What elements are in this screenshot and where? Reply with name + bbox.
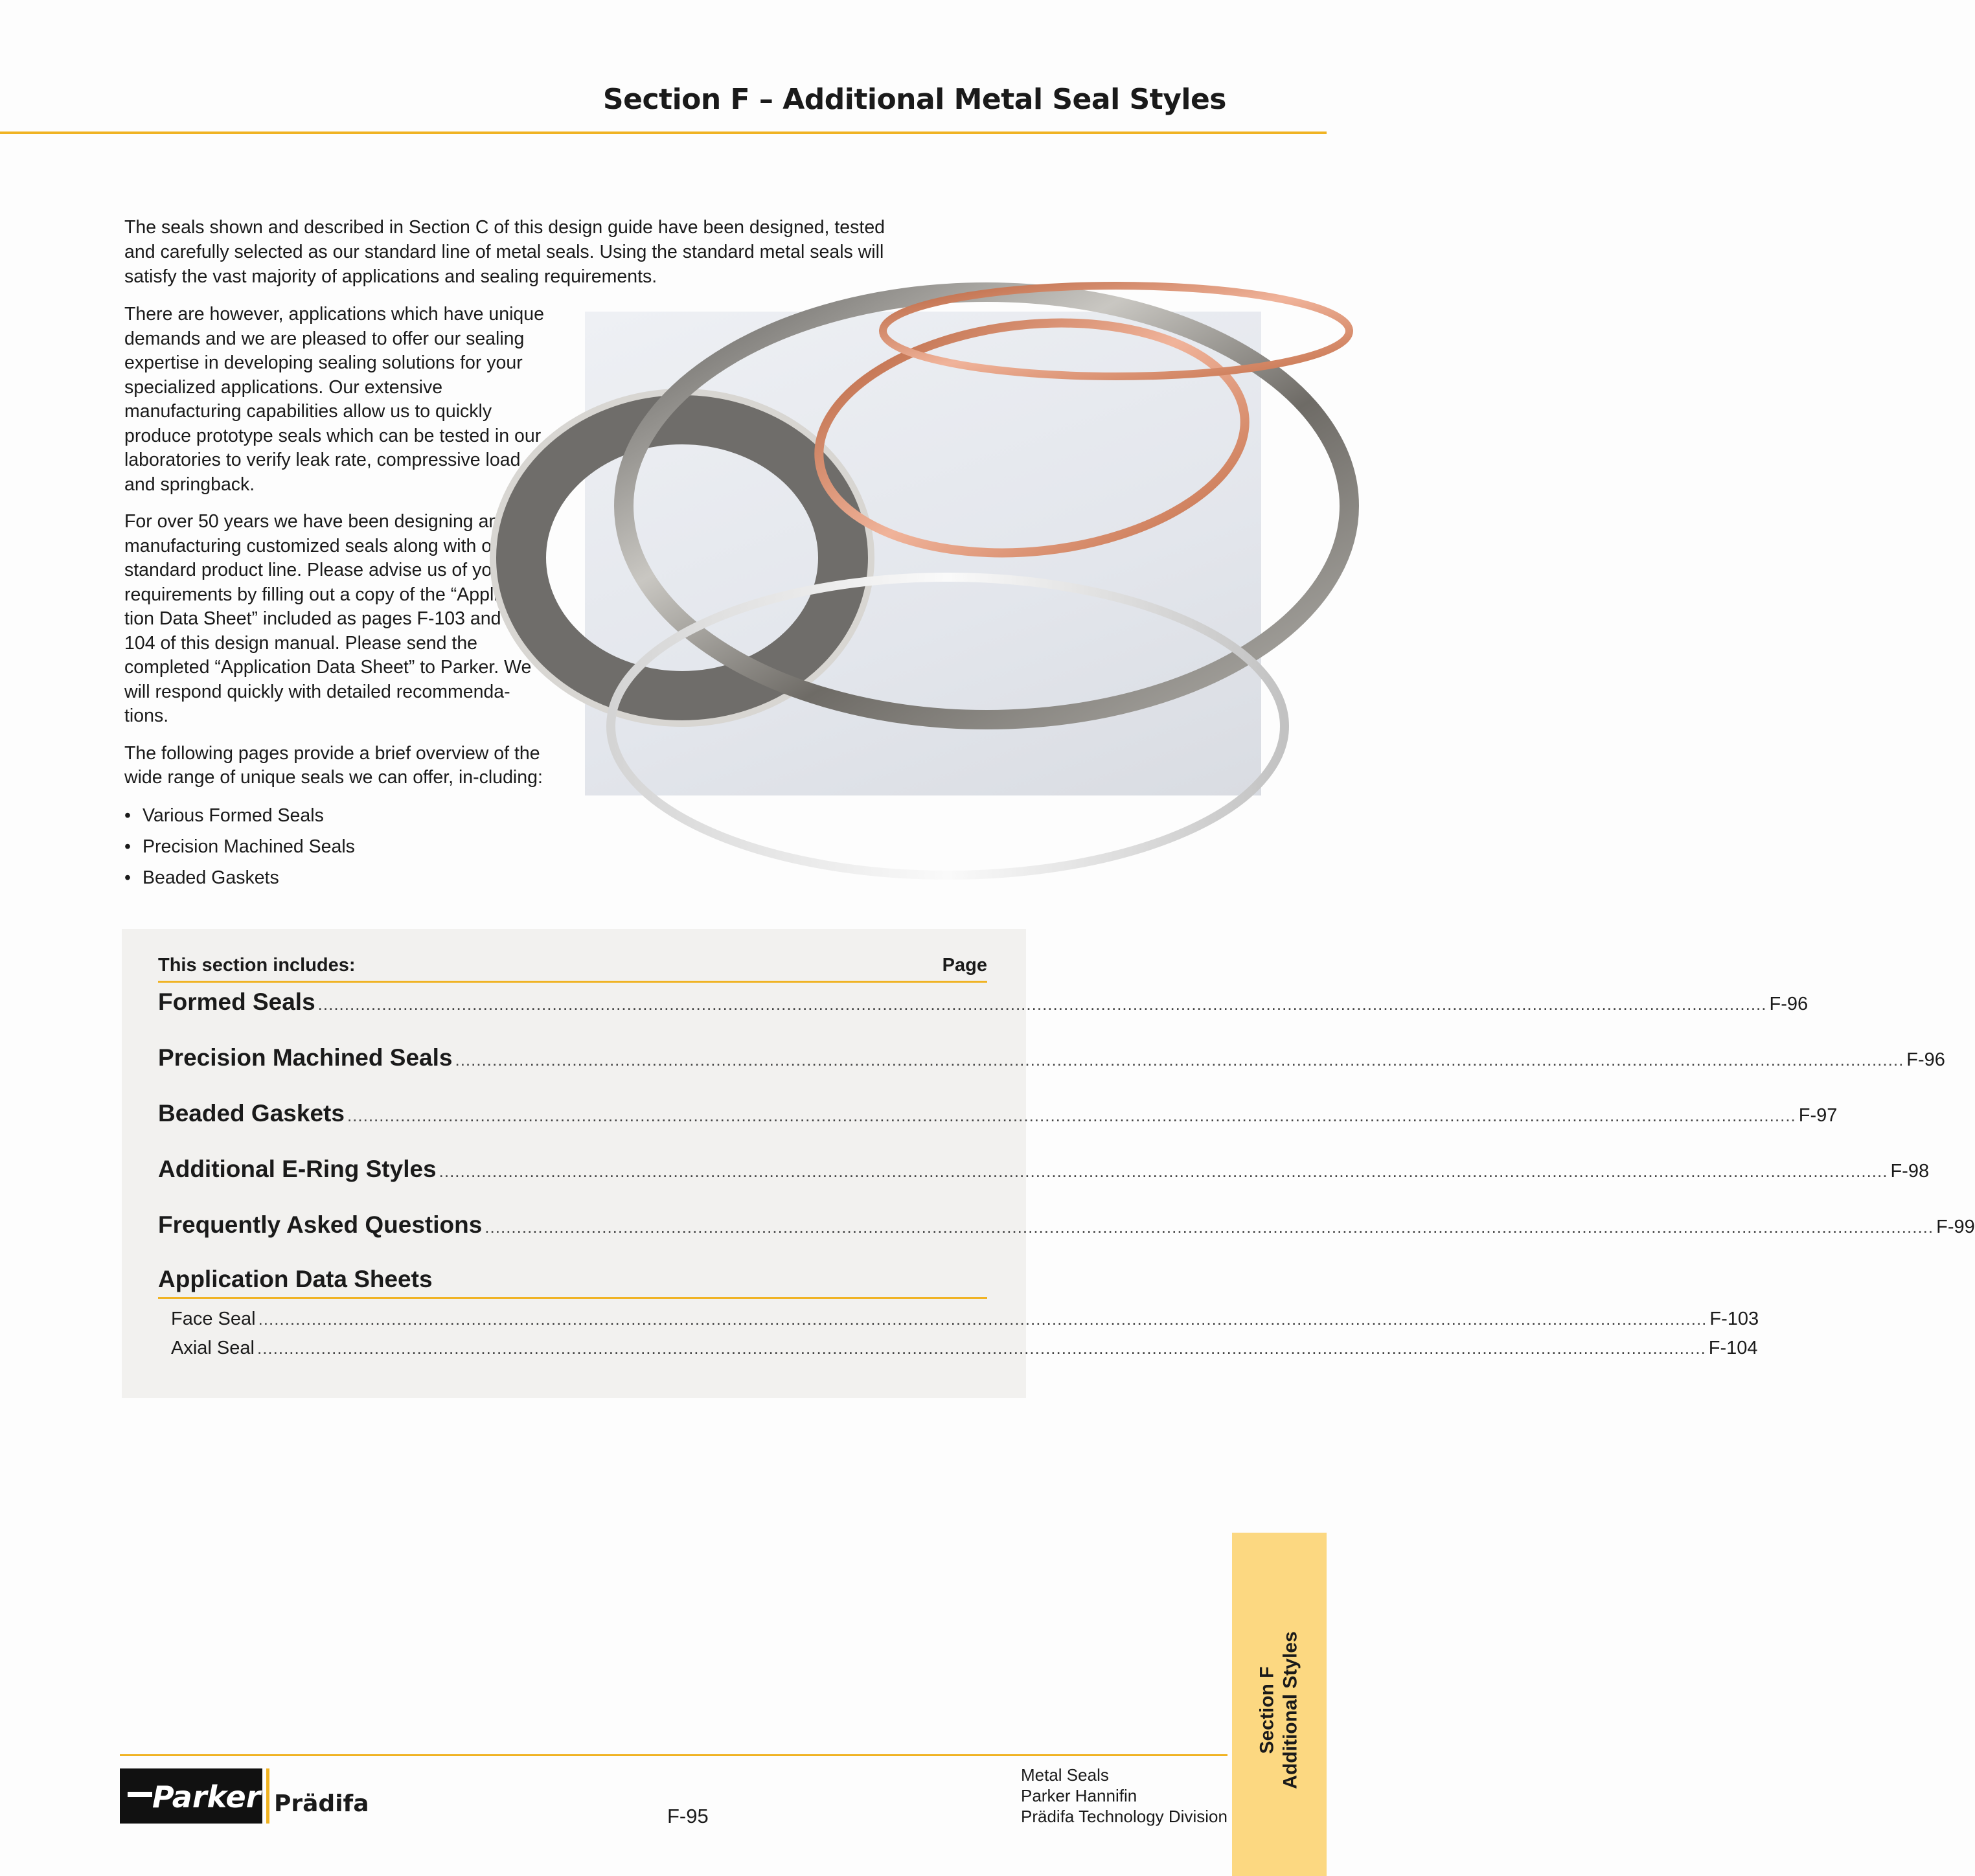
toc-header [158,955,987,983]
body-paragraph-2: For over 50 years we have been designing and manufacturing customized seals along with our standard product line. Please advise us of your requirements by filling out a copy of the “Applica-tion Data Sheet” included as pages F-103 and F-104 of this design manual. Please send the completed “Application Data Sheet” to Parker. We will respond quickly with detailed recommenda-tions. [124,511,532,726]
svg-text:Parker: Parker [152,1779,261,1814]
toc-entry[interactable]: Formed Seals ..... F-96 [158,989,981,1021]
toc-heading: This section includes: [158,955,356,976]
application-data-sheets-heading: Application Data Sheets [158,1266,987,1299]
header-rule [0,132,1327,134]
page-number: F-95 [667,1805,709,1827]
section-contents-box [122,929,1975,1398]
footer-info [1021,1765,1227,1827]
intro-paragraph: The seals shown and described in Section C of this design guide have been designed, tested and carefully selected as our standard line of metal seals. Using the standard metal seals will satisfy the vast majority of applications and sealing requirements. [124,217,885,287]
svg-text:Prädifa: Prädifa [274,1790,369,1817]
toc-sub-entry[interactable]: Face Seal ..... F-103 [171,1309,981,1334]
bullet-icon: • [124,867,131,888]
dot-leader [257,1338,1706,1358]
body-paragraph-3: The following pages provide a brief overview of the wide range of unique seals we can offer, in-cluding: [124,742,543,788]
page-title: Section F – Additional Metal Seal Styles [602,83,1226,116]
toc-entry[interactable]: Beaded Gaskets ..... F-97 [158,1100,981,1132]
toc-entry[interactable]: Frequently Asked Questions ..... F-99 [158,1211,981,1244]
list-item: • Beaded Gaskets [124,865,552,890]
metal-seals-photo [585,312,1261,795]
flat-gasket-ring [520,418,844,697]
dot-leader [439,1161,1888,1182]
parker-pradifa-logo [120,1768,369,1830]
dot-leader [318,994,1767,1014]
dot-leader [485,1217,1934,1237]
left-column [124,303,552,897]
body-paragraph-1: There are however, applications which have unique demands and we are pleased to offer our sealing expertise in developing sealing solutions for your specialized applications. Our extensive manufacturing capabilities allow us to quickly produce prototype seals which can be tested in our laboratories to verify leak rate, compressive load and springback. [124,304,544,495]
copper-ring [808,303,1257,573]
footer-rule [120,1754,1227,1756]
dot-leader [347,1106,1796,1126]
seal-type-list [124,803,552,890]
list-item: • Various Formed Seals [124,803,552,828]
toc-entry[interactable]: Additional E-Ring Styles ..... F-98 [158,1156,981,1188]
bullet-icon: • [124,805,131,826]
toc-page-heading: Page [942,955,987,976]
footer-info-line: Prädifa Technology Division [1021,1807,1227,1826]
dot-leader [258,1309,1707,1329]
toc-sub-entry[interactable]: Axial Seal ..... F-104 [171,1338,981,1364]
side-tab-label: Section F Additional Styles [1257,1631,1301,1789]
list-item: • Precision Machined Seals [124,834,552,859]
toc-entry[interactable]: Precision Machined Seals ..... F-96 [158,1044,981,1077]
bullet-icon: • [124,836,131,857]
metal-rings-illustration [585,312,1261,795]
footer-info-line: Metal Seals [1021,1765,1109,1785]
dot-leader [455,1050,1904,1070]
footer-info-line: Parker Hannifin [1021,1786,1137,1805]
parker-logo-icon [120,1768,369,1827]
